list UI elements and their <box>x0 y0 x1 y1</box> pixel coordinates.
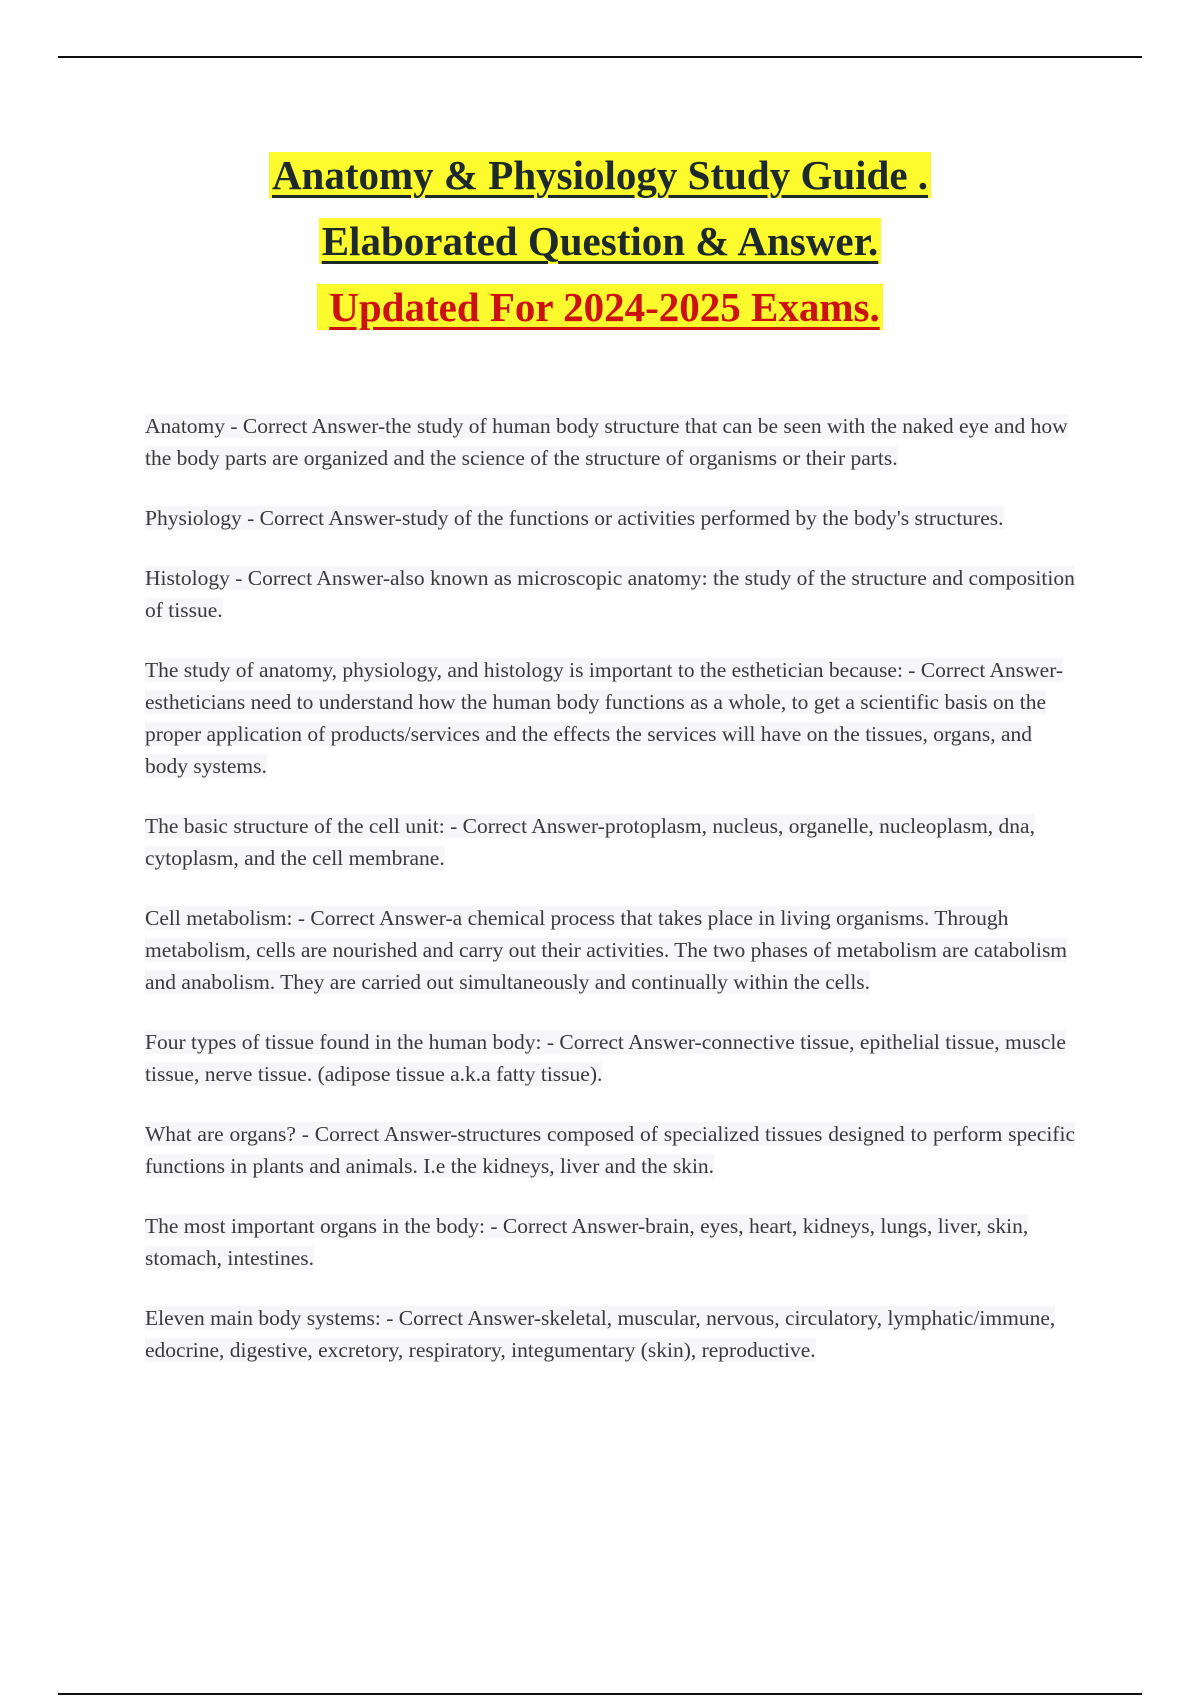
title-line-1-text: Anatomy & Physiology Study Guide . <box>269 152 931 198</box>
qa-text: What are organs? - Correct Answer-structures composed of specialized tissues designed to perform specific functions in plants and animals. I.e the kidneys, liver and the skin. <box>145 1122 1075 1178</box>
qa-text: Histology - Correct Answer-also known as microscopic anatomy: the study of the structure and composition of tissue. <box>145 566 1075 622</box>
qa-item-histology <box>145 562 1075 626</box>
qa-text: The basic structure of the cell unit: - Correct Answer-protoplasm, nucleus, organelle, nucleoplasm, dna, cytoplasm, and the cell membrane. <box>145 814 1035 870</box>
qa-text: Cell metabolism: - Correct Answer-a chemical process that takes place in living organisms. Through metabolism, cells are nourished and carry out their activities. The two phases of metabolism are catabolism and anabolism. They are carried out simultaneously and continually within the cells. <box>145 906 1068 994</box>
qa-item-anatomy <box>145 410 1075 474</box>
qa-item-important-organs <box>145 1210 1075 1274</box>
qa-item-cell-metabolism <box>145 902 1075 998</box>
qa-text: Eleven main body systems: - Correct Answer-skeletal, muscular, nervous, circulatory, lymphatic/immune, edocrine, digestive, excretory, respiratory, integumentary (skin), reproductive. <box>145 1306 1056 1362</box>
qa-text: Four types of tissue found in the human body: - Correct Answer-connective tissue, epithelial tissue, muscle tissue, nerve tissue. (adipose tissue a.k.a fatty tissue). <box>145 1030 1066 1086</box>
qa-item-cell-structure <box>145 810 1075 874</box>
qa-item-body-systems <box>145 1302 1075 1366</box>
qa-text: The most important organs in the body: - Correct Answer-brain, eyes, heart, kidneys, lungs, liver, skin, stomach, intestines. <box>145 1214 1029 1270</box>
qa-list <box>145 410 1075 1366</box>
qa-item-study-importance <box>145 654 1075 782</box>
title-line-2 <box>0 208 1200 274</box>
qa-text: The study of anatomy, physiology, and histology is important to the esthetician because: - Correct Answer-estheticians need to understand how the human body functions as a whole, to get a scientific basis on the proper application of products/services and the effects the services will have on the tissues, organs, and body systems. <box>145 658 1064 778</box>
qa-text: Anatomy - Correct Answer-the study of human body structure that can be seen with the naked eye and how the body parts are organized and the science of the structure of organisms or their parts. <box>145 414 1068 470</box>
document-title <box>0 142 1200 340</box>
title-line-3 <box>0 274 1200 340</box>
qa-item-physiology <box>145 502 1075 534</box>
title-line-2-text: Elaborated Question & Answer. <box>319 218 882 264</box>
bottom-rule <box>58 1693 1142 1695</box>
title-line-1 <box>0 142 1200 208</box>
qa-item-tissue-types <box>145 1026 1075 1090</box>
top-rule <box>58 56 1142 58</box>
qa-item-organs <box>145 1118 1075 1182</box>
title-line-3-text: Updated For 2024-2025 Exams. <box>317 284 882 330</box>
qa-text: Physiology - Correct Answer-study of the functions or activities performed by the body's structures. <box>145 506 1004 530</box>
